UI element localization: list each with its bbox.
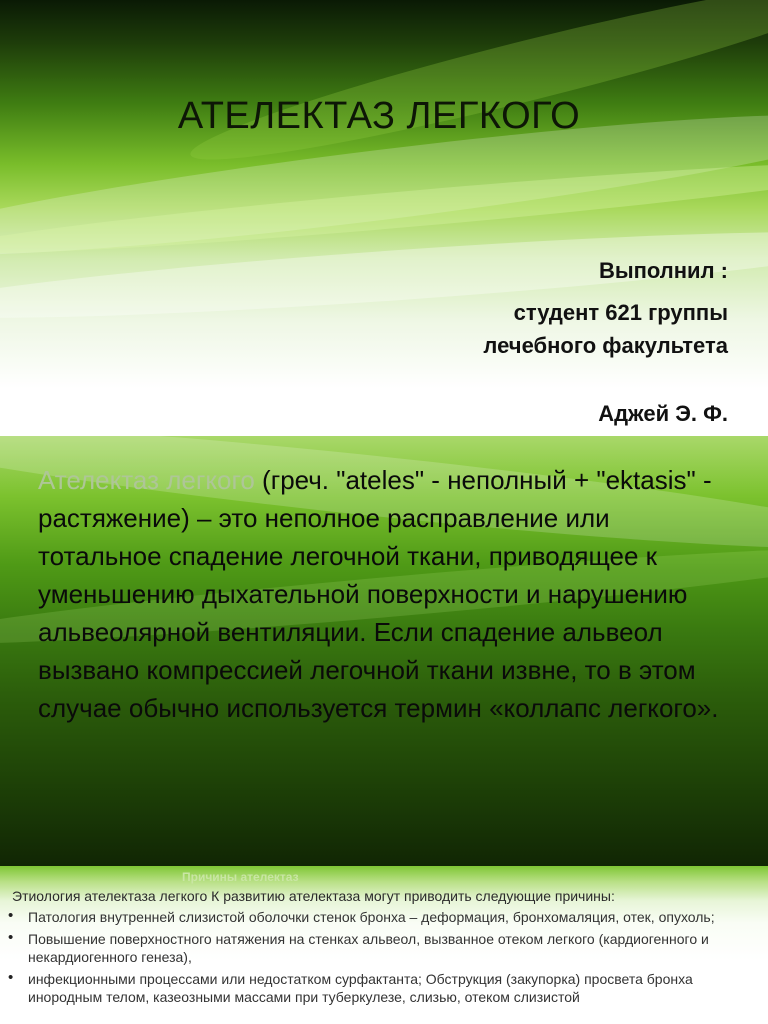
causes-slide [0, 866, 768, 1024]
author-line-1: студент 621 группы [513, 300, 728, 325]
causes-heading: Причины ателектаз [182, 870, 299, 884]
cause-text: Патология внутренней слизистой оболочки стенок бронха – деформация, бронхомаляция, отек, опухоль; [28, 909, 715, 925]
list-item [8, 930, 748, 966]
etiology-intro: Этиология ателектаза легкого К развитию ателектаза могут приводить следующие причины: [12, 888, 615, 904]
list-item [8, 908, 748, 926]
title-slide [0, 0, 768, 432]
bullet-icon: • [8, 929, 14, 946]
bullet-icon: • [8, 907, 14, 924]
definition-text [38, 461, 738, 727]
definition-slide [0, 436, 768, 866]
decorative-swoosh [0, 148, 768, 268]
list-item [8, 970, 748, 1006]
author-line-2: лечебного факультета [483, 333, 728, 358]
definition-body: (греч. "ateles" - неполный + "ektasis" - растяжение) – это неполное расправление или тотальное спадение легочной ткани, приводящее к уменьшению дыхательной поверхности и нарушению альвеолярной вентиляции. Если спадение альвеол вызвано компрессией легочной ткани извне, то в этом случае обычно используется термин «коллапс легкого». [38, 465, 719, 723]
author-label: Выполнил : [598, 258, 728, 283]
decorative-swoosh [183, 0, 768, 184]
definition-term: Ателектаз легкого [38, 465, 255, 495]
author-name: Аджей Э. Ф. [598, 401, 728, 426]
slide-title: АТЕЛЕКТАЗ ЛЕГКОГО [177, 95, 581, 137]
cause-text: инфекционными процессами или недостатком сурфактанта; Обструкция (закупорка) просвета бронха инородным телом, казеозными массами при туберкулезе, слизью, отеком слизистой [28, 971, 693, 1005]
cause-text: Повышение поверхностного натяжения на стенках альвеол, вызванное отеком легкого (кардиогенного и некардиогенного генеза), [28, 931, 709, 965]
causes-list [8, 908, 748, 1010]
bullet-icon: • [8, 969, 14, 986]
